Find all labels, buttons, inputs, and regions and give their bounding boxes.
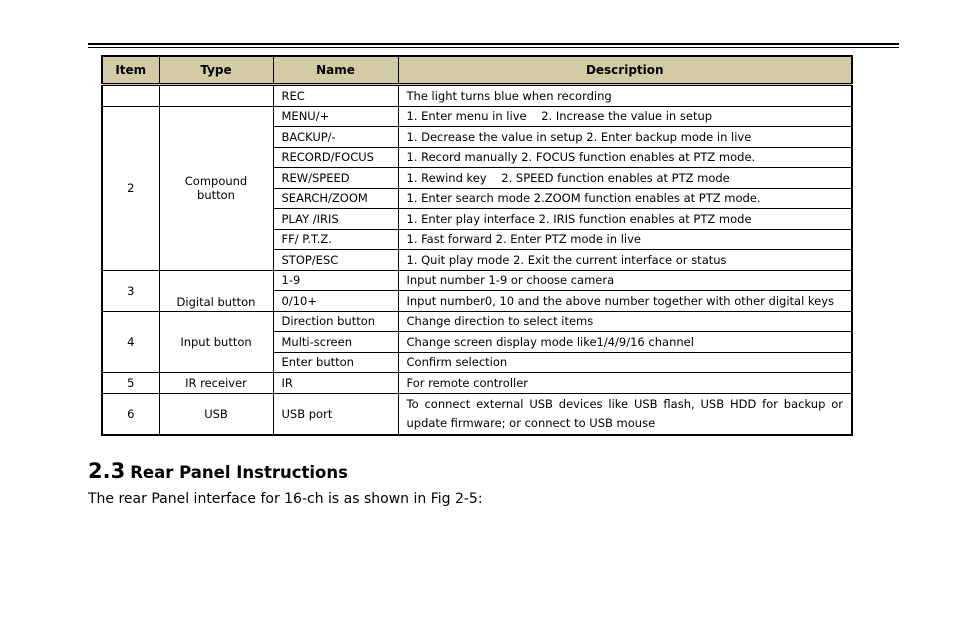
item-cell: 4	[102, 311, 159, 373]
name-cell: STOP/ESC	[273, 250, 398, 271]
type-cell: Digital button	[159, 270, 273, 311]
description-cell: 1. Record manually 2. FOCUS function enables at PTZ mode.	[398, 147, 852, 168]
name-cell: BACKUP/-	[273, 127, 398, 148]
description-cell: 1. Enter menu in live 2. Increase the value in setup	[398, 106, 852, 127]
name-cell: MENU/+	[273, 106, 398, 127]
description-cell: Change screen display mode like1/4/9/16 channel	[398, 332, 852, 353]
section-title: Rear Panel Instructions	[130, 463, 348, 482]
name-cell: PLAY /IRIS	[273, 209, 398, 230]
section-number: 2.3	[88, 459, 126, 483]
description-cell: 1. Decrease the value in setup 2. Enter backup mode in live	[398, 127, 852, 148]
header-name: Name	[273, 56, 398, 85]
table-row	[102, 311, 852, 332]
item-cell: 6	[102, 393, 159, 435]
table-row	[102, 106, 852, 127]
table-row	[102, 270, 852, 291]
name-cell: Multi-screen	[273, 332, 398, 353]
name-cell: IR	[273, 373, 398, 394]
table-header-row	[102, 56, 852, 85]
header-type: Type	[159, 56, 273, 85]
type-cell: IR receiver	[159, 373, 273, 394]
name-cell: 1-9	[273, 270, 398, 291]
name-cell: FF/ P.T.Z.	[273, 229, 398, 250]
description-cell: To connect external USB devices like USB flash, USB HDD for backup or update firmware; or connect to USB mouse	[398, 393, 852, 435]
button-description-table	[101, 55, 853, 436]
description-cell: Input number0, 10 and the above number together with other digital keys	[398, 291, 852, 312]
name-cell: REW/SPEED	[273, 168, 398, 189]
header-rule-thick	[88, 43, 899, 45]
name-cell: Direction button	[273, 311, 398, 332]
item-cell	[102, 85, 159, 107]
description-cell: Input number 1-9 or choose camera	[398, 270, 852, 291]
description-cell: Change direction to select items	[398, 311, 852, 332]
name-cell: REC	[273, 85, 398, 107]
description-cell: Confirm selection	[398, 352, 852, 373]
description-cell: 1. Enter play interface 2. IRIS function enables at PTZ mode	[398, 209, 852, 230]
intro-paragraph: The rear Panel interface for 16-ch is as shown in Fig 2-5:	[88, 491, 483, 507]
name-cell: USB port	[273, 393, 398, 435]
header-description: Description	[398, 56, 852, 85]
table-row	[102, 85, 852, 107]
section-heading	[88, 456, 348, 484]
table-row	[102, 373, 852, 394]
name-cell: Enter button	[273, 352, 398, 373]
item-cell: 2	[102, 106, 159, 270]
type-cell: Input button	[159, 311, 273, 373]
name-cell: 0/10+	[273, 291, 398, 312]
table-row	[102, 393, 852, 435]
type-cell: Compound button	[159, 106, 273, 270]
description-cell: 1. Fast forward 2. Enter PTZ mode in live	[398, 229, 852, 250]
description-cell: For remote controller	[398, 373, 852, 394]
item-cell: 3	[102, 270, 159, 311]
type-cell: USB	[159, 393, 273, 435]
description-cell: 1. Quit play mode 2. Exit the current interface or status	[398, 250, 852, 271]
item-cell: 5	[102, 373, 159, 394]
header-item: Item	[102, 56, 159, 85]
name-cell: RECORD/FOCUS	[273, 147, 398, 168]
name-cell: SEARCH/ZOOM	[273, 188, 398, 209]
description-cell: 1. Enter search mode 2.ZOOM function enables at PTZ mode.	[398, 188, 852, 209]
description-cell: The light turns blue when recording	[398, 85, 852, 107]
type-cell	[159, 85, 273, 107]
header-rule-thin	[88, 47, 899, 48]
description-cell: 1. Rewind key 2. SPEED function enables at PTZ mode	[398, 168, 852, 189]
